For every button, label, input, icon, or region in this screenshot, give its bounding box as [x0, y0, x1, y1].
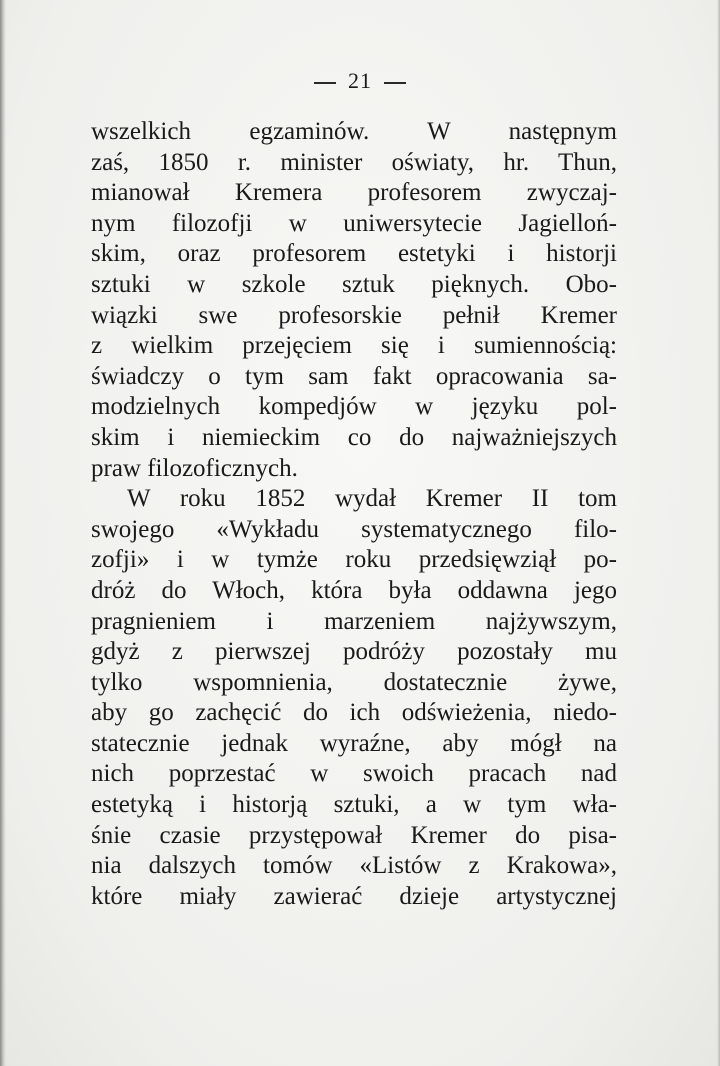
text-line: aby go zachęcić do ich odświeżenia, niedo- [91, 699, 617, 727]
body-text [91, 117, 617, 912]
paragraph-start-line: W roku 1852 wydał Kremer II tom [127, 485, 617, 513]
text-line: statecznie jednak wyraźne, aby mógł na [91, 729, 617, 757]
text-line: dróż do Włoch, która była oddawna jego [91, 576, 617, 604]
text-line: nia dalszych tomów «Listów z Krakowa», [91, 852, 617, 880]
text-line: skim i niemieckim co do najważniejszych [91, 423, 617, 451]
text-line: gdyż z pierwszej podróży pozostały mu [91, 638, 617, 666]
text-line: które miały zawierać dzieje artystycznej [91, 882, 617, 910]
text-line: skim, oraz profesorem estetyki i historji [91, 240, 617, 268]
header-dash-left [314, 82, 336, 84]
text-line: zaś, 1850 r. minister oświaty, hr. Thun, [91, 148, 617, 176]
text-line: sztuki w szkole sztuk pięknych. Obo- [91, 270, 617, 298]
page-header [0, 68, 720, 94]
text-line: modzielnych kompedjów w języku pol- [91, 393, 617, 421]
text-line: swojego «Wykładu systematycznego filo- [91, 515, 617, 543]
text-line: wszelkich egzaminów. W następnym [91, 118, 617, 145]
text-line: pragnieniem i marzeniem najżywszym, [91, 607, 617, 635]
text-line: estetyką i historją sztuki, a w tym wła- [91, 791, 617, 819]
text-line: zofji» i w tymże roku przedsięwziął po- [91, 546, 617, 574]
page-left-edge [0, 0, 6, 1066]
text-line: nich poprzestać w swoich pracach nad [91, 760, 617, 788]
header-dash-right [384, 82, 406, 84]
page-number: 21 [348, 68, 372, 93]
text-line: wiązki swe profesorskie pełnił Kremer [91, 301, 617, 329]
text-line: śnie czasie przystępował Kremer do pisa- [91, 821, 617, 849]
text-line: nym filozofji w uniwersytecie Jagielloń- [91, 209, 617, 237]
text-line: świadczy o tym sam fakt opracowania sa- [91, 362, 617, 390]
paragraph-end-line: praw filozoficznych. [91, 454, 298, 482]
text-line: tylko wspomnienia, dostatecznie żywe, [91, 668, 617, 696]
text-line: z wielkim przejęciem się i sumiennością: [91, 332, 617, 360]
text-line: mianował Kremera profesorem zwyczaj- [91, 179, 617, 207]
